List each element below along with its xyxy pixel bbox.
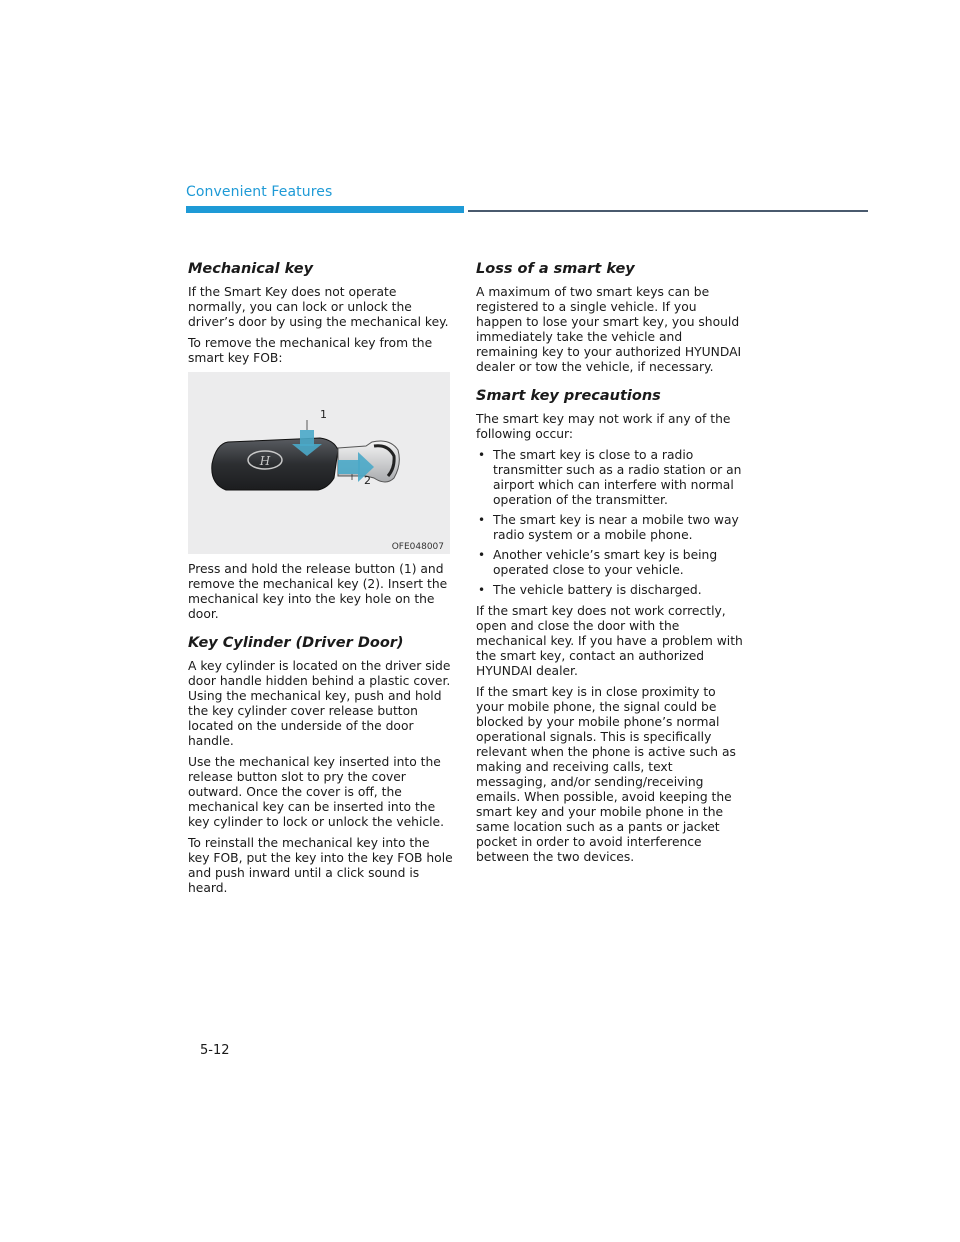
figure-code: OFE048007 <box>391 541 444 552</box>
page-number: 5-12 <box>200 1043 230 1058</box>
figure-caption: Press and hold the release button (1) and remove the mechanical key (2). Insert the mechanical key into the key hole on the door. <box>188 561 448 621</box>
bullet-icon: • <box>478 547 486 562</box>
list-item: • Another vehicle’s smart key is being operated close to your vehicle. <box>478 547 718 577</box>
precautions-intro: The smart key may not work if any of the following occur: <box>476 411 731 441</box>
precautions-para-after-1: If the smart key does not work correctly, open and close the door with the mechanical key. If you have a problem with the smart key, contact an authorized HYUNDAI dealer. <box>476 603 743 678</box>
smart-key-illustration <box>188 372 450 554</box>
right-column <box>476 260 744 871</box>
smart-key-figure <box>188 372 450 554</box>
figure-label-1: 1 <box>320 407 327 421</box>
precautions-list <box>476 448 744 598</box>
left-column <box>188 260 454 902</box>
figure-label-2: 2 <box>364 473 371 487</box>
header-rule-accent <box>186 206 464 213</box>
header-rule <box>468 210 868 212</box>
list-item: • The smart key is close to a radio transmitter such as a radio station or an airport which can interfere with normal operation of the transmitter. <box>478 447 742 507</box>
heading-key-cylinder: Key Cylinder (Driver Door) <box>188 634 404 651</box>
bullet-icon: • <box>478 512 486 527</box>
precautions-para-after-2: If the smart key is in close proximity to your mobile phone, the signal could be blocked by your mobile phone’s normal operational signals. This is specifically relevant when the phone is active such as making and receiving calls, text messaging, and/or sending/receiving emails. When possible, avoid keeping the smart key and your mobile phone in the same location such as a pants or jacket pocket in order to avoid interference between the two devices. <box>476 684 736 864</box>
list-item: • The vehicle battery is discharged. <box>478 582 702 597</box>
key-cylinder-para-1: A key cylinder is located on the driver side door handle hidden behind a plastic cover. Using the mechanical key, push and hold the key cylinder cover release button located on the underside of the door handle. <box>188 658 451 748</box>
loss-para-1: A maximum of two smart keys can be registered to a single vehicle. If you happen to lose your smart key, you should immediately take the vehicle and remaining key to your authorized HYUNDAI dealer or tow the vehicle, if necessary. <box>476 284 742 374</box>
heading-mechanical-key: Mechanical key <box>188 261 314 277</box>
list-item: • The smart key is near a mobile two way radio system or a mobile phone. <box>478 512 739 542</box>
key-cylinder-para-3: To reinstall the mechanical key into the key FOB, put the key into the key FOB hole and push inward until a click sound is heard. <box>188 835 453 895</box>
svg-text:H: H <box>259 453 271 468</box>
key-cylinder-para-2: Use the mechanical key inserted into the release button slot to pry the cover outward. Once the cover is off, the mechanical key can be inserted into the key cylinder to lock or unlock the vehicle. <box>188 754 445 829</box>
bullet-icon: • <box>478 582 486 597</box>
mechanical-key-para-2: To remove the mechanical key from the smart key FOB: <box>188 335 433 365</box>
heading-loss-of-smart-key: Loss of a smart key <box>476 261 635 277</box>
bullet-icon: • <box>478 447 486 462</box>
mechanical-key-para-1: If the Smart Key does not operate normally, you can lock or unlock the driver’s door by using the mechanical key. <box>188 284 449 329</box>
heading-smart-key-precautions: Smart key precautions <box>476 387 661 404</box>
section-title: Convenient Features <box>186 184 333 200</box>
